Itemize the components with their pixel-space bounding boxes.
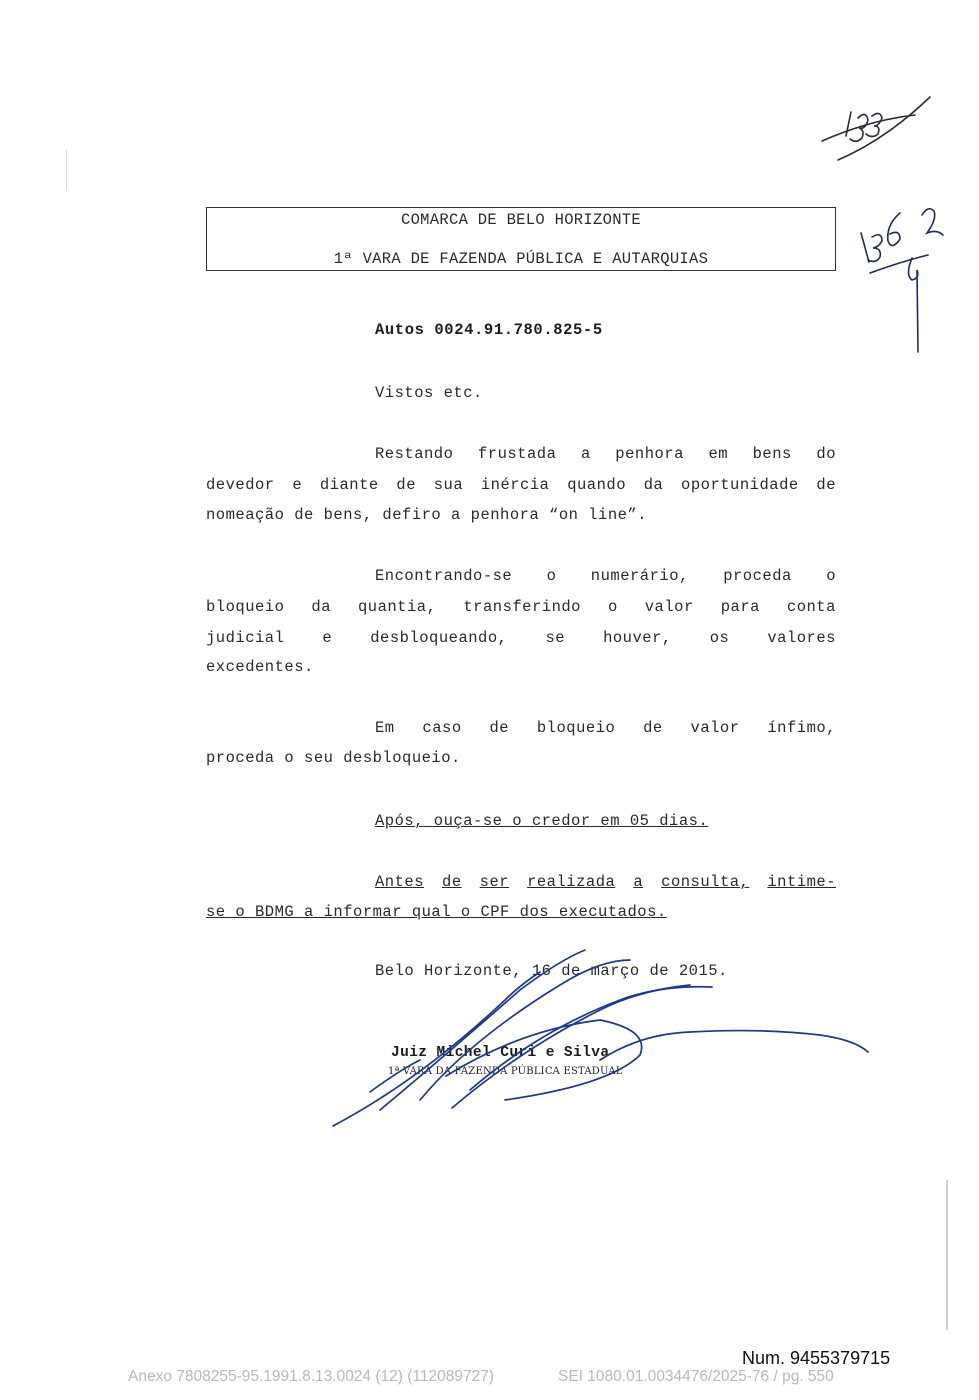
judge-court: 1ª VARA DA FAZENDA PÚBLICA ESTADUAL <box>388 1066 623 1077</box>
paragraph-1-line-3: nomeação de bens, defiro a penhora “on line”. <box>206 506 648 524</box>
word: transferindo <box>463 598 581 616</box>
word: o <box>607 598 618 616</box>
word: o <box>826 567 836 585</box>
word: e <box>322 629 333 647</box>
word: valor <box>690 719 740 737</box>
paragraph-3-line-2: proceda o seu desbloqueio. <box>206 749 461 767</box>
word: conta <box>786 598 836 616</box>
word: caso <box>422 719 462 737</box>
handwritten-page-number-193 <box>822 97 930 160</box>
word: Em <box>375 719 395 737</box>
word: bloqueio <box>206 598 285 616</box>
word: valor <box>644 598 694 616</box>
word: de <box>489 719 510 737</box>
word: se <box>545 629 566 647</box>
case-number: Autos 0024.91.780.825-5 <box>375 321 603 339</box>
word: realizada <box>527 873 616 891</box>
word: de <box>442 873 462 891</box>
word: ínfimo, <box>767 719 836 737</box>
handwritten-page-number-1362 <box>861 209 943 352</box>
place-and-date: Belo Horizonte, 16 de março de 2015. <box>375 962 728 980</box>
word: consulta, <box>661 873 750 891</box>
word: de <box>643 719 663 737</box>
word: a <box>633 873 644 891</box>
word: Encontrando-se <box>375 567 513 585</box>
word: proceda <box>723 567 792 585</box>
paragraph-1-line-2: devedor e diante de sua inércia quando da oportunidade de <box>206 476 836 494</box>
word: o <box>546 567 557 585</box>
opening-line: Vistos etc. <box>375 384 483 402</box>
word: bloqueio <box>536 719 616 737</box>
word: os <box>709 629 730 647</box>
header-comarca: COMARCA DE BELO HORIZONTE <box>400 211 642 229</box>
word: Antes <box>375 873 425 891</box>
word: bens <box>752 445 792 463</box>
paragraph-4: Após, ouça-se o credor em 05 dias. <box>375 812 709 830</box>
word: judicial <box>206 629 285 647</box>
word: valores <box>767 629 836 647</box>
paragraph-2-line-4: excedentes. <box>206 658 314 676</box>
judge-name: Juiz Michel Curi e Silva <box>391 1045 610 1061</box>
word: ser <box>479 873 510 891</box>
word: numerário, <box>590 567 689 585</box>
word: para <box>720 598 760 616</box>
header-vara: 1ª VARA DE FAZENDA PÚBLICA E AUTARQUIAS <box>333 250 709 268</box>
word: frustada <box>477 445 557 463</box>
word: Restando <box>375 445 454 463</box>
word: penhora <box>615 445 684 463</box>
document-number: Num. 9455379715 <box>742 1348 891 1368</box>
word: do <box>816 445 836 463</box>
word: quantia, <box>357 598 437 616</box>
judge-signature <box>333 950 868 1126</box>
word: intime- <box>767 873 836 891</box>
word: em <box>708 445 729 463</box>
word: houver, <box>603 629 672 647</box>
footer-annex-reference: Anexo 7808255-95.1991.8.13.0024 (12) (112089727) <box>128 1368 494 1385</box>
footer-sei-reference: SEI 1080.01.0034476/2025-76 / pg. 550 <box>558 1368 834 1385</box>
word: desbloqueando, <box>370 629 508 647</box>
word: a <box>580 445 591 463</box>
word: da <box>311 598 331 616</box>
paragraph-5-line-2-text: se o BDMG a informar qual o CPF dos executados. <box>206 903 667 921</box>
